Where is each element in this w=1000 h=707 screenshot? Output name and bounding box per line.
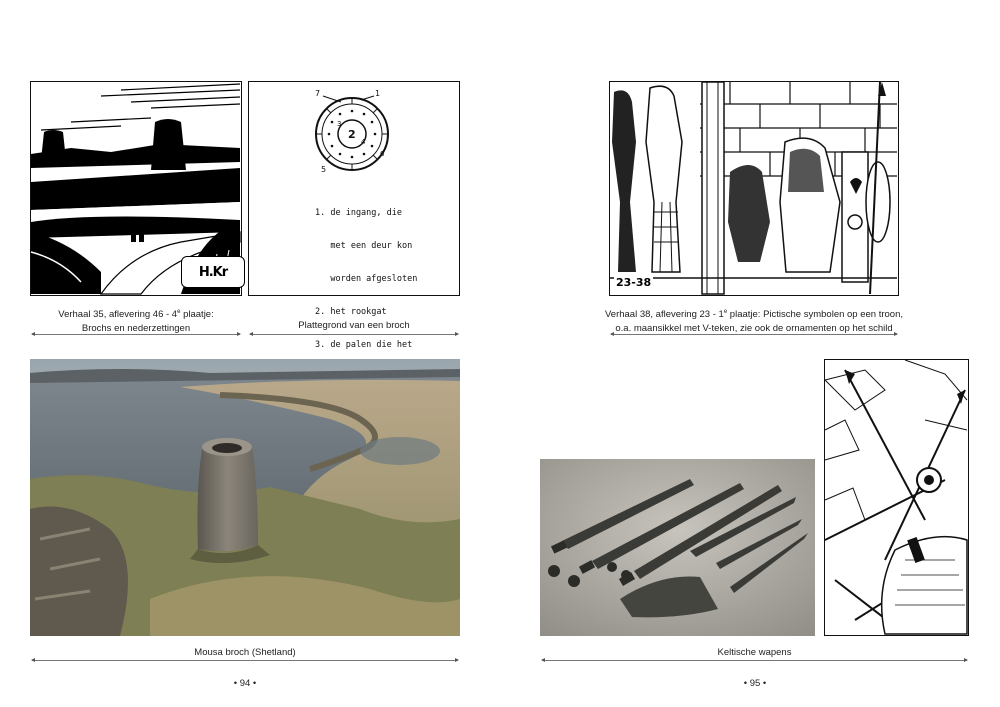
- mousa-broch-photo: [30, 359, 460, 636]
- caption-rule: [250, 334, 458, 335]
- caption-pictish-symbols: [599, 305, 909, 336]
- throne-scene-drawing: [610, 82, 897, 294]
- mousa-broch-illustration: [30, 359, 460, 636]
- caption-brochs: [30, 305, 242, 336]
- legend-line: 2. het rookgat: [315, 307, 387, 317]
- caption-celtic-weapons: Keltische wapens: [717, 647, 792, 658]
- legend-line: 3. de palen die het: [315, 340, 413, 350]
- weapons-comic-drawing: [825, 360, 967, 634]
- caption-floorplan: Plattegrond van een broch: [298, 320, 410, 331]
- floorplan-circle-diagram: [249, 82, 458, 182]
- caption-mousa-broch: Mousa broch (Shetland): [194, 647, 296, 658]
- celtic-weapons-photo: [540, 459, 815, 636]
- plan-label-5: 5: [321, 165, 327, 174]
- plan-label-4: 4: [361, 138, 366, 146]
- panel-stamp: 23-38: [616, 276, 652, 289]
- legend-line: worden afgesloten: [315, 274, 418, 284]
- page-number-left: • 94 •: [233, 678, 257, 689]
- caption-brochs-line2: Brochs en nederzettingen: [81, 323, 191, 335]
- comic-panel-weapons: [824, 359, 969, 636]
- legend-line: met een deur kon: [315, 241, 413, 251]
- plan-label-3: 3: [337, 120, 342, 128]
- plan-label-7: 7: [315, 89, 321, 98]
- caption-rule: [611, 334, 897, 335]
- weapons-illustration: [540, 459, 815, 636]
- comic-panel-throne: [609, 81, 899, 296]
- caption-rule: [32, 334, 240, 335]
- plan-label-center: 2: [348, 128, 356, 141]
- legend-line: 1. de ingang, die: [315, 208, 402, 218]
- caption-pictish-line1: Verhaal 38, aflevering 23 - 1e plaatje: Pictische symbolen op een troon,: [604, 309, 904, 321]
- comic-panel-brochs: [30, 81, 242, 296]
- caption-brochs-line1: Verhaal 35, aflevering 46 - 4e plaatje:: [58, 309, 214, 321]
- page-number-right: • 95 •: [743, 678, 767, 689]
- caption-rule: [32, 660, 458, 661]
- caption-pictish-line2: o.a. maansikkel met V-teken, zie ook de ornamenten op het schild: [615, 323, 893, 335]
- plan-label-1: 1: [375, 89, 381, 98]
- caption-rule: [542, 660, 967, 661]
- plan-label-6: 6: [380, 150, 385, 158]
- artist-signature: H.Kr: [181, 256, 245, 288]
